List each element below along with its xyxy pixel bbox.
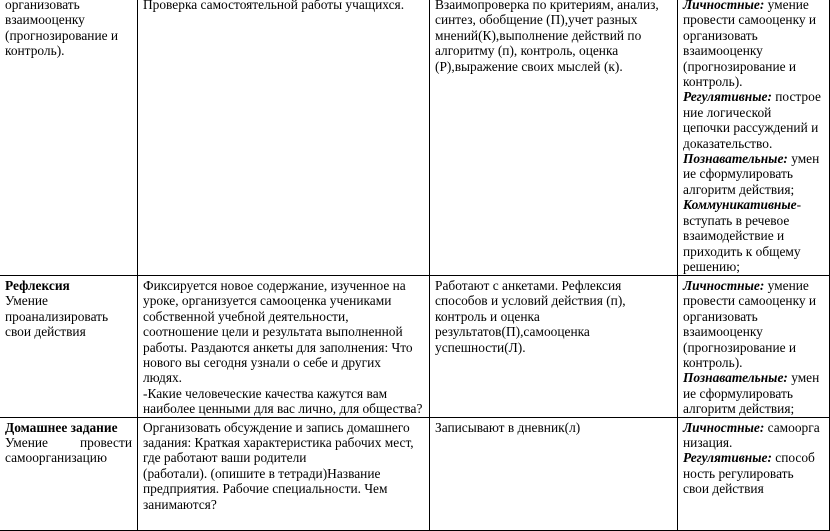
outcome-line: ие сформулировать xyxy=(683,385,793,401)
outcome-heading-line xyxy=(683,450,824,465)
outcome-heading-line xyxy=(683,197,824,212)
teacher-activity-line: уроке, организуется самооценка учениками xyxy=(143,293,392,309)
outcome-heading-line xyxy=(683,0,824,12)
teacher-activity-line: предприятия. Рабочие специальности. Чем xyxy=(143,481,388,497)
outcome-text: умен xyxy=(787,151,820,167)
outcome-line: организовать xyxy=(683,27,758,43)
student-activity-cell xyxy=(430,276,678,418)
stage-text-line: (прогнозирование и xyxy=(5,27,119,43)
outcome-label: Личностные: xyxy=(683,419,765,435)
outcome-line: взаимооценку xyxy=(683,43,763,59)
stage-cell xyxy=(0,417,138,530)
teacher-activity-line: людях. xyxy=(143,370,183,386)
outcome-line: провести самооценку и xyxy=(683,293,817,309)
student-activity-line: Работают с анкетами. Рефлексия xyxy=(435,278,622,293)
outcome-line: цепочки рассуждений и xyxy=(683,120,819,136)
outcome-line: алгоритм действия; xyxy=(683,181,795,197)
stage-text-line: организовать xyxy=(5,0,80,12)
teacher-activity-line: Проверка самостоятельной работы учащихся. xyxy=(143,0,405,12)
stage-text-line: свои действия xyxy=(5,324,86,340)
stage-text-line: взаимооценку xyxy=(5,12,85,28)
student-activity-line: способов и условий действия (п), xyxy=(435,293,626,309)
teacher-activity-line: задания: Краткая характеристика рабочих мест, xyxy=(143,435,414,451)
teacher-activity-line: (работали). (опишите в тетради)Название xyxy=(143,465,381,481)
table-row xyxy=(0,417,830,530)
student-activity-line: Взаимопроверка по критериям, анализ, xyxy=(435,0,659,12)
outcomes-cell xyxy=(678,276,830,418)
student-activity-line: мнений(К),выполнение действий по xyxy=(435,27,642,43)
outcome-text: умение xyxy=(764,0,809,12)
outcome-heading-line xyxy=(683,278,824,293)
outcome-line: (прогнозирование и xyxy=(683,58,797,74)
teacher-activity-cell xyxy=(138,417,430,530)
outcome-label: Познавательные: xyxy=(683,370,788,386)
teacher-activity-line: Организовать обсуждение и запись домашнего xyxy=(143,419,410,435)
outcome-label: Регулятивные: xyxy=(683,450,772,466)
stage-cell xyxy=(0,0,138,276)
outcome-line: провести самооценку и xyxy=(683,12,817,28)
outcome-heading-line xyxy=(683,151,824,166)
student-activity-line: Записывают в дневник(л) xyxy=(435,419,581,435)
outcome-text: способ xyxy=(771,450,815,466)
outcome-line: низация. xyxy=(683,435,733,451)
outcome-line: решению; xyxy=(683,258,740,274)
stage-title: Рефлексия xyxy=(5,278,70,293)
student-activity-line: синтез, обобщение (П),учет разных xyxy=(435,12,638,28)
outcome-label: Регулятивные: xyxy=(683,89,772,105)
student-activity-line: алгоритму (п), контроль, оценка xyxy=(435,43,619,59)
stage-text-line: самоорганизацию xyxy=(5,450,107,466)
teacher-activity-cell xyxy=(138,0,430,276)
outcome-line: приходить к общему xyxy=(683,243,801,259)
outcome-line: ие сформулировать xyxy=(683,166,793,182)
teacher-activity-line: соотношение цели и результата выполненной xyxy=(143,324,403,340)
outcomes-cell xyxy=(678,417,830,530)
outcome-line: взаимодействие и xyxy=(683,228,785,244)
outcome-line: алгоритм действия; xyxy=(683,401,795,417)
outcome-text: умен xyxy=(787,370,820,386)
outcome-line: контроль). xyxy=(683,355,743,371)
stage-cell xyxy=(0,276,138,418)
outcome-text: самоорга xyxy=(764,419,820,435)
teacher-activity-line: где работают ваши родители xyxy=(143,450,307,466)
outcome-heading-line xyxy=(683,89,824,104)
teacher-activity-line: занимаются? xyxy=(143,496,217,512)
stage-text-line: контроль). xyxy=(5,43,65,59)
student-activity-line: контроль и оценка xyxy=(435,308,540,324)
stage-text-line: Умение провести xyxy=(5,435,132,451)
teacher-activity-line: нового вы сегодня узнали о себе и других xyxy=(143,355,381,371)
outcome-label: Личностные: xyxy=(683,278,765,293)
outcome-line: доказательство. xyxy=(683,135,773,151)
student-activity-cell xyxy=(430,0,678,276)
student-activity-line: (Р),выражение своих мыслей (к). xyxy=(435,58,623,74)
outcome-line: взаимооценку xyxy=(683,324,763,340)
outcome-line: организовать xyxy=(683,308,758,324)
outcomes-cell xyxy=(678,0,830,276)
teacher-activity-cell xyxy=(138,276,430,418)
outcome-label: Коммуникативные xyxy=(683,197,797,213)
stage-title: Домашнее задание xyxy=(5,419,118,435)
student-activity-cell xyxy=(430,417,678,530)
outcome-text: умение xyxy=(764,278,809,293)
outcome-line: ность регулировать xyxy=(683,465,794,481)
teacher-activity-line: Фиксируется новое содержание, изученное на xyxy=(143,278,406,293)
outcome-text: построе xyxy=(771,89,821,105)
student-activity-line: результатов(П),самооценка xyxy=(435,324,590,340)
outcome-text: - xyxy=(796,197,802,213)
teacher-activity-line: работы. Раздаются анкеты для заполнения: Что xyxy=(143,339,413,355)
outcome-line: контроль). xyxy=(683,74,743,90)
teacher-activity-line: наиболее ценными для вас лично, для общества? xyxy=(143,401,423,417)
teacher-activity-line: собственной учебной деятельности, xyxy=(143,308,349,324)
outcome-heading-line xyxy=(683,420,824,435)
outcome-line: вступать в речевое xyxy=(683,212,790,228)
stage-text-line: проанализировать xyxy=(5,308,109,324)
outcome-label: Личностные: xyxy=(683,0,765,12)
outcome-label: Познавательные: xyxy=(683,151,788,167)
outcome-heading-line xyxy=(683,370,824,385)
student-activity-line: успешности(Л). xyxy=(435,339,526,355)
stage-text-line: Умение xyxy=(5,293,48,309)
table-row xyxy=(0,276,830,418)
teacher-activity-line: -Какие человеческие качества кажутся вам xyxy=(143,385,388,401)
outcome-line: (прогнозирование и xyxy=(683,339,797,355)
outcome-line: свои действия xyxy=(683,481,764,497)
outcome-line: ние логической xyxy=(683,104,772,120)
